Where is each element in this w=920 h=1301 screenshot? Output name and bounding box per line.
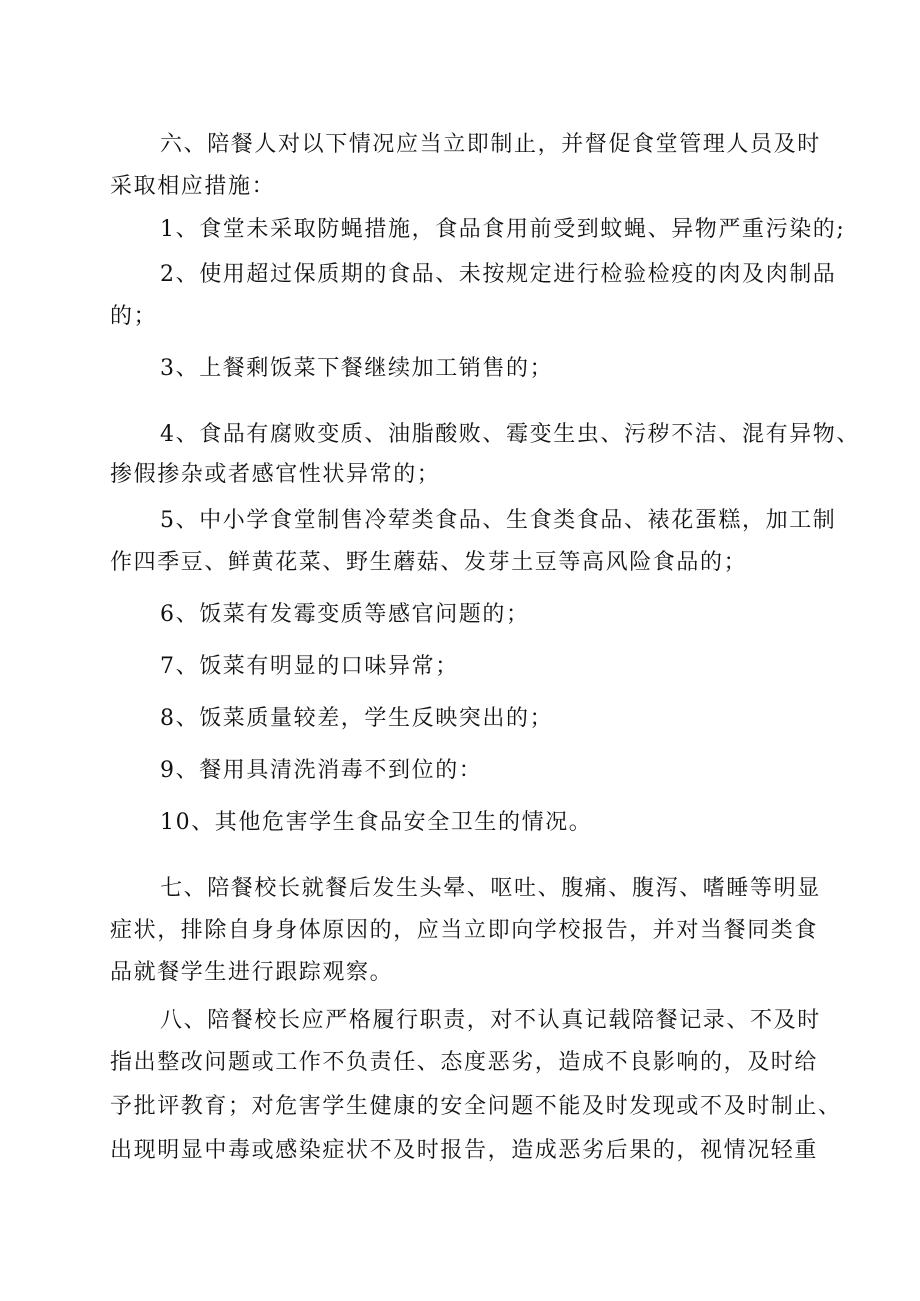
section8-line2: 指出整改问题或工作不负责任、态度恶劣，造成不良影响的，及时给 — [110, 1050, 819, 1075]
section6-intro-line1: 六、陪餐人对以下情况应当立即制止，并督促食堂管理人员及时 — [160, 132, 821, 157]
item-7-line1: 7、饭菜有明显的口味异常； — [160, 654, 459, 679]
section8-line3: 予批评教育；对危害学生健康的安全问题不能及时发现或不及时制止、 — [110, 1094, 842, 1119]
item-10-line1: 10、其他危害学生食品安全卫生的情况。 — [160, 810, 593, 835]
item-4-line2: 掺假掺杂或者感官性状异常的； — [110, 462, 441, 487]
item-9-line1: 9、餐用具清洗消毒不到位的： — [160, 758, 483, 783]
item-4-line1: 4、食品有腐败变质、油脂酸败、霉变生虫、污秽不洁、混有异物、 — [160, 422, 860, 447]
section8-line1: 八、陪餐校长应严格履行职责，对不认真记载陪餐记录、不及时 — [160, 1008, 821, 1033]
item-2-line1: 2、使用超过保质期的食品、未按规定进行检验检疫的肉及肉制品 — [160, 262, 837, 287]
item-2-line2: 的； — [110, 304, 158, 329]
item-3-line1: 3、上餐剩饭菜下餐继续加工销售的； — [160, 356, 554, 381]
section8-line4: 出现明显中毒或感染症状不及时报告，造成恶劣后果的，视情况轻重 — [110, 1138, 819, 1163]
item-1-line1: 1、食堂未采取防蝇措施，食品食用前受到蚊蝇、异物严重污染的; — [160, 217, 846, 242]
section6-intro-line2: 采取相应措施： — [110, 174, 276, 199]
section7-line2: 症状，排除自身身体原因的，应当立即向学校报告，并对当餐同类食 — [110, 918, 819, 943]
section7-line3: 品就餐学生进行跟踪观察。 — [110, 960, 394, 985]
item-5-line1: 5、中小学食堂制售冷荤类食品、生食类食品、裱花蛋糕，加工制 — [160, 508, 837, 533]
item-8-line1: 8、饭菜质量较差，学生反映突出的； — [160, 706, 554, 731]
section7-line1: 七、陪餐校长就餐后发生头晕、呕吐、腹痛、腹泻、嗜睡等明显 — [160, 876, 821, 901]
item-6-line1: 6、饭菜有发霉变质等感官问题的； — [160, 602, 530, 627]
item-5-line2: 作四季豆、鲜黄花菜、野生蘑菇、发芽土豆等高风险食品的； — [110, 550, 748, 575]
